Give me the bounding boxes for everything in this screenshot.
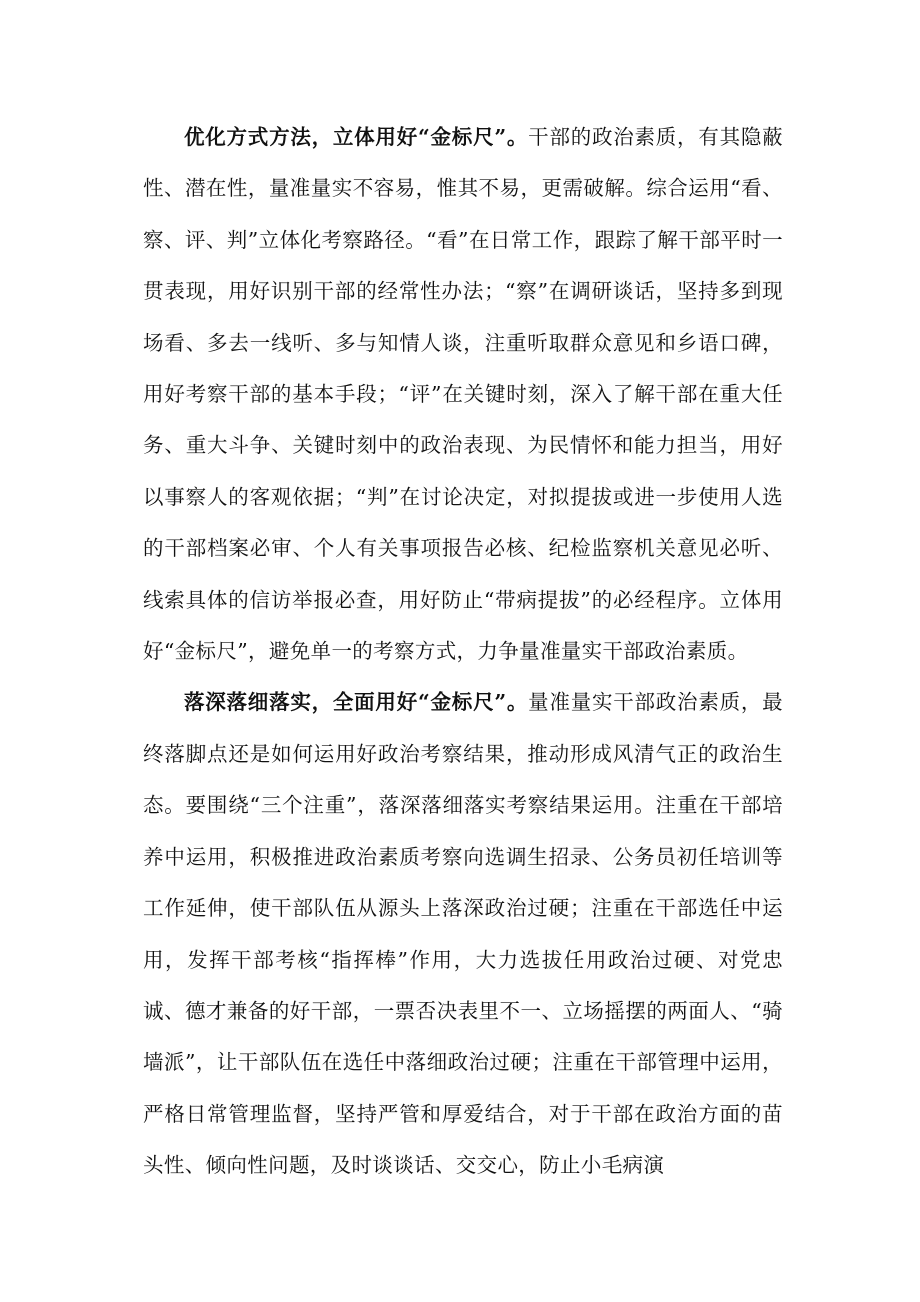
paragraph-2-lead: 落深落细落实，全面用好“金标尺”。 (184, 690, 529, 715)
paragraph-2-body: 量准量实干部政治素质，最终落脚点还是如何运用好政治考察结果，推动形成风清气正的政治生态。要围绕“三个注重”，落深落细落实考察结果运用。注重在干部培养中运用，积极推进政治素质考察向选调生招录、公务员初任培训等工作延伸，使干部队伍从源头上落深政治过硬；注重在干部选任中运用，发挥干部考核“指挥棒”作用，大力选拔任用政治过硬、对党忠诚、德才兼备的好干部，一票否决表里不一、立场摇摆的两面人、“骑墙派”，让干部队伍在选任中落细政治过硬；注重在干部管理中运用，严格日常管理监督，坚持严管和厚爱结合，对于干部在政治方面的苗头性、倾向性问题，及时谈谈话、交交心，防止小毛病演 (143, 690, 783, 1178)
paragraph-1-body: 干部的政治素质，有其隐蔽性、潜在性，量准量实不容易，惟其不易，更需破解。综合运用“看、察、评、判”立体化考察路径。“看”在日常工作，跟踪了解干部平时一贯表现，用好识别干部的经常性办法；“察”在调研谈话，坚持多到现场看、多去一线听、多与知情人谈，注重听取群众意见和乡语口碑，用好考察干部的基本手段；“评”在关键时刻，深入了解干部在重大任务、重大斗争、关键时刻中的政治表现、为民情怀和能力担当，用好以事察人的客观依据；“判”在讨论决定，对拟提拔或进一步使用人选的干部档案必审、个人有关事项报告必核、纪检监察机关意见必听、线索具体的信访举报必查，用好防止“带病提拔”的必经程序。立体用好“金标尺”，避免单一的考察方式，力争量准量实干部政治素质。 (143, 125, 783, 664)
paragraph-2 (143, 677, 783, 1191)
document-body (143, 112, 783, 1192)
paragraph-1-lead: 优化方式方法，立体用好“金标尺”。 (184, 125, 529, 149)
paragraph-1 (143, 112, 783, 677)
